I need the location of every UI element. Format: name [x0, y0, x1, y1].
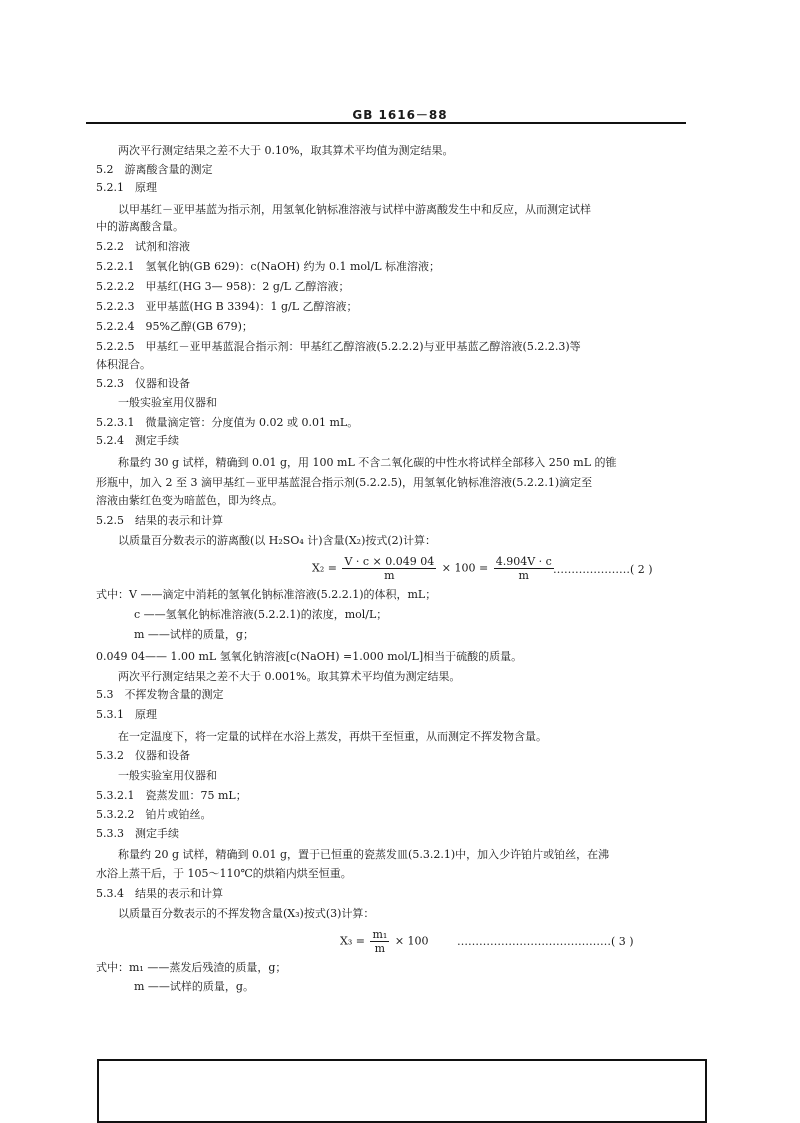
fraction-numerator: V · c × 0.049 04	[344, 555, 435, 568]
text-line: 以甲基红－亚甲基蓝为指示剂，用氢氧化钠标准溶液与试样中游离酸发生中和反应，从而测定试样	[118, 203, 591, 216]
equation-rest: × 100	[394, 934, 429, 948]
list-item: 5.2.3.1 微量滴定管：分度值为 0.02 或 0.01 mL。	[96, 416, 359, 429]
text-line: 以质量百分数表示的不挥发物含量(X₃)按式(3)计算：	[118, 907, 375, 920]
text-line: 一般实验室用仪器和	[118, 769, 217, 782]
header-rule	[86, 122, 686, 124]
text-line: 溶液由紫红色变为暗蓝色，即为终点。	[96, 494, 283, 507]
text-line: 在一定温度下，将一定量的试样在水浴上蒸发，再烘干至恒重，从而测定不挥发物含量。	[118, 730, 547, 743]
text-line: 一般实验室用仪器和	[118, 396, 217, 409]
subsection-heading: 5.2.1 原理	[96, 181, 157, 194]
variable-definition: c ——氢氧化钠标准溶液(5.2.2.1)的浓度，mol/L；	[134, 608, 388, 621]
section-heading: 5.3 不挥发物含量的测定	[96, 688, 224, 701]
fraction-denominator: m	[374, 942, 386, 955]
equation-number: ……………………………………( 3 )	[457, 935, 634, 948]
equation-2	[312, 555, 556, 582]
equation-lhs: X₃ =	[340, 934, 365, 948]
subsection-heading: 5.3.4 结果的表示和计算	[96, 887, 223, 900]
variable-definition: m ——试样的质量，g。	[134, 980, 254, 993]
text-line: 体积混合。	[96, 358, 151, 371]
list-item: 5.2.2.2 甲基红(HG 3— 958)：2 g/L 乙醇溶液；	[96, 280, 350, 293]
text-line: 两次平行测定结果之差不大于 0.10%，取其算术平均值为测定结果。	[118, 144, 454, 157]
list-item: 5.2.2.5 甲基红－亚甲基蓝混合指示剂：甲基红乙醇溶液(5.2.2.2)与亚甲基蓝乙醇溶液(5.2.2.3)等	[96, 340, 581, 353]
fraction	[370, 928, 389, 955]
variable-definition: 式中：V ——滴定中消耗的氢氧化钠标准溶液(5.2.2.1)的体积，mL；	[96, 588, 437, 601]
subsection-heading: 5.2.2 试剂和溶液	[96, 240, 190, 253]
text-line: 中的游离酸含量。	[96, 220, 184, 233]
equation-number: …………………( 2 )	[553, 563, 653, 576]
subsection-heading: 5.2.4 测定手续	[96, 434, 179, 447]
text-line: 称量约 20 g 试样，精确到 0.01 g，置于已恒重的瓷蒸发皿(5.3.2.1)中，加入少许铂片或铂丝，在沸	[118, 848, 610, 861]
standard-number-header: GB 1616－88	[352, 108, 448, 122]
variable-definition: 0.049 04—— 1.00 mL 氢氧化钠溶液[c(NaOH) =1.000 mol/L]相当于硫酸的质量。	[96, 650, 523, 663]
text-line: 以质量百分数表示的游离酸(以 H₂SO₄ 计)含量(X₂)按式(2)计算：	[118, 534, 436, 547]
list-item: 5.2.2.3 亚甲基蓝(HG B 3394)：1 g/L 乙醇溶液；	[96, 300, 358, 313]
equation-lhs: X₂ =	[312, 561, 337, 575]
subsection-heading: 5.3.3 测定手续	[96, 827, 179, 840]
text-line: 称量约 30 g 试样，精确到 0.01 g，用 100 mL 不含二氧化碳的中性水将试样全部移入 250 mL 的锥	[118, 456, 617, 469]
list-item: 5.2.2.1 氢氧化钠(GB 629)：c(NaOH) 约为 0.1 mol/L 标准溶液；	[96, 260, 441, 273]
variable-definition: m ——试样的质量，g；	[134, 628, 254, 641]
subsection-heading: 5.2.3 仪器和设备	[96, 377, 190, 390]
fraction-denominator: m	[518, 569, 529, 582]
fraction	[494, 555, 554, 582]
subsection-heading: 5.2.5 结果的表示和计算	[96, 514, 223, 527]
fraction-numerator: 4.904V · c	[495, 555, 552, 568]
text-line: 两次平行测定结果之差不大于 0.001%。取其算术平均值为测定结果。	[118, 670, 461, 683]
subsection-heading: 5.3.2 仪器和设备	[96, 749, 190, 762]
fraction-numerator: m₁	[372, 928, 388, 941]
variable-definition: 式中：m₁ ——蒸发后残渣的质量，g；	[96, 961, 287, 974]
bottom-frame	[97, 1059, 707, 1123]
text-line: 水浴上蒸干后，于 105～110℃的烘箱内烘至恒重。	[96, 867, 352, 880]
equation-middle: × 100 =	[441, 561, 489, 575]
fraction-denominator: m	[384, 569, 395, 582]
fraction	[342, 555, 436, 582]
list-item: 5.2.2.4 95%乙醇(GB 679)；	[96, 320, 253, 333]
list-item: 5.3.2.2 铂片或铂丝。	[96, 808, 212, 821]
section-heading: 5.2 游离酸含量的测定	[96, 163, 213, 176]
list-item: 5.3.2.1 瓷蒸发皿：75 mL；	[96, 789, 247, 802]
equation-3	[340, 928, 429, 955]
subsection-heading: 5.3.1 原理	[96, 708, 157, 721]
text-line: 形瓶中，加入 2 至 3 滴甲基红－亚甲基蓝混合指示剂(5.2.2.5)，用氢氧化钠标准溶液(5.2.2.1)滴定至	[96, 476, 593, 489]
